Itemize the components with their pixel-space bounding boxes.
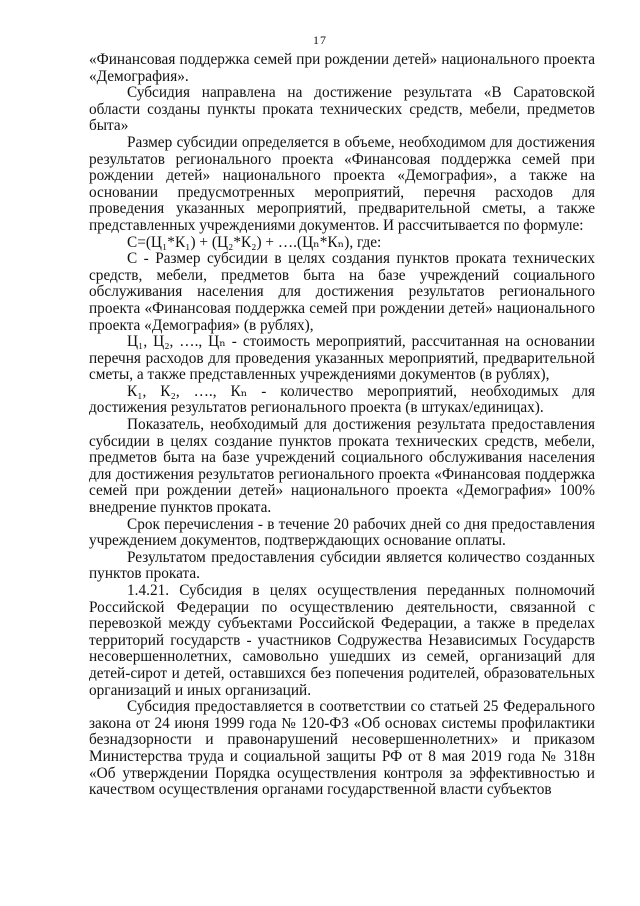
paragraph-formula-c: С - Размер субсидии в целях создания пунктов проката технических средств, мебели, предметов быта на базе учреждений социального обслуживания населения для достижения результатов регионального проекта «Финансовая поддержка семей при рождении детей» национального проекта «Демография» (в рублях), xyxy=(89,250,595,334)
paragraph-subsidy-goal: Субсидия направлена на достижение результата «В Саратовской области созданы пункты проката технических средств, мебели, предметов быта» xyxy=(89,84,595,135)
paragraph-indicator: Показатель, необходимый для достижения результата предоставления субсидии в целях создание пунктов проката технических средств, мебели, предметов быта на базе учреждений социального обслуживания населения для достижения результатов регионального проекта «Финансовая поддержка семей при рождении детей» национального проекта «Демография» 100% внедрение пунктов проката. xyxy=(89,416,595,517)
page-number: 17 xyxy=(313,33,327,47)
paragraph-section-1-4-21: 1.4.21. Субсидия в целях осуществления переданных полномочий Российской Федерации по осуществлению деятельности, связанной с перевозкой между субъектами Российской Федерации, а также в пределах территорий государств - участников Содружества Независимых Государств несовершеннолетних, самовольно ушедших из семей, организаций для детей-сирот и детей, оставшихся без попечения родителей, образовательных организаций и иных организаций. xyxy=(89,582,595,699)
paragraph-project-title: «Финансовая поддержка семей при рождении детей» национального проекта «Демография». xyxy=(89,51,595,85)
paragraph-formula-k-values: К₁, К₂, …., Кₙ - количество мероприятий, необходимых для достижения результатов регионального проекта (в штуках/единицах). xyxy=(89,382,595,417)
paragraph-legal-basis: Субсидия предоставляется в соответствии со статьей 25 Федерального закона от 24 июня 1999 года № 120-ФЗ «Об основах системы профилактики безнадзорности и правонарушений несовершеннолетних» и приказом Министерства труда и социальной защиты РФ от 8 мая 2019 года № 318н «Об утверждении Порядка осуществления контроля за эффективностью и качеством осуществления органами государственной власти субъектов xyxy=(89,698,595,799)
document-body xyxy=(89,52,595,799)
formula: С=(Ц₁*К₁) + (Ц₂*К₂) + ….(Цₙ*Кₙ), где: xyxy=(127,233,382,251)
paragraph-formula-c-values: Ц₁, Ц₂, …., Цₙ - стоимость мероприятий, рассчитанная на основании перечня расходов для проведения указанных мероприятий, предварительной сметы, а также представленных учреждениями документов (в рублях), xyxy=(89,333,595,384)
paragraph-result: Результатом предоставления субсидии является количество созданных пунктов проката. xyxy=(89,548,595,583)
paragraph-payment-term: Срок перечисления - в течение 20 рабочих дней со дня предоставления учреждением документов, подтверждающих основание оплаты. xyxy=(89,515,595,550)
paragraph-subsidy-size: Размер субсидии определяется в объеме, необходимом для достижения результатов регионального проекта «Финансовая поддержка семей при рождении детей» национального проекта «Демография», а также на основании предусмотренных мероприятий, перечня расходов для проведения указанных мероприятий, предварительной сметы, а также представленных учреждениями документов. И рассчитывается по формуле: xyxy=(89,133,595,234)
